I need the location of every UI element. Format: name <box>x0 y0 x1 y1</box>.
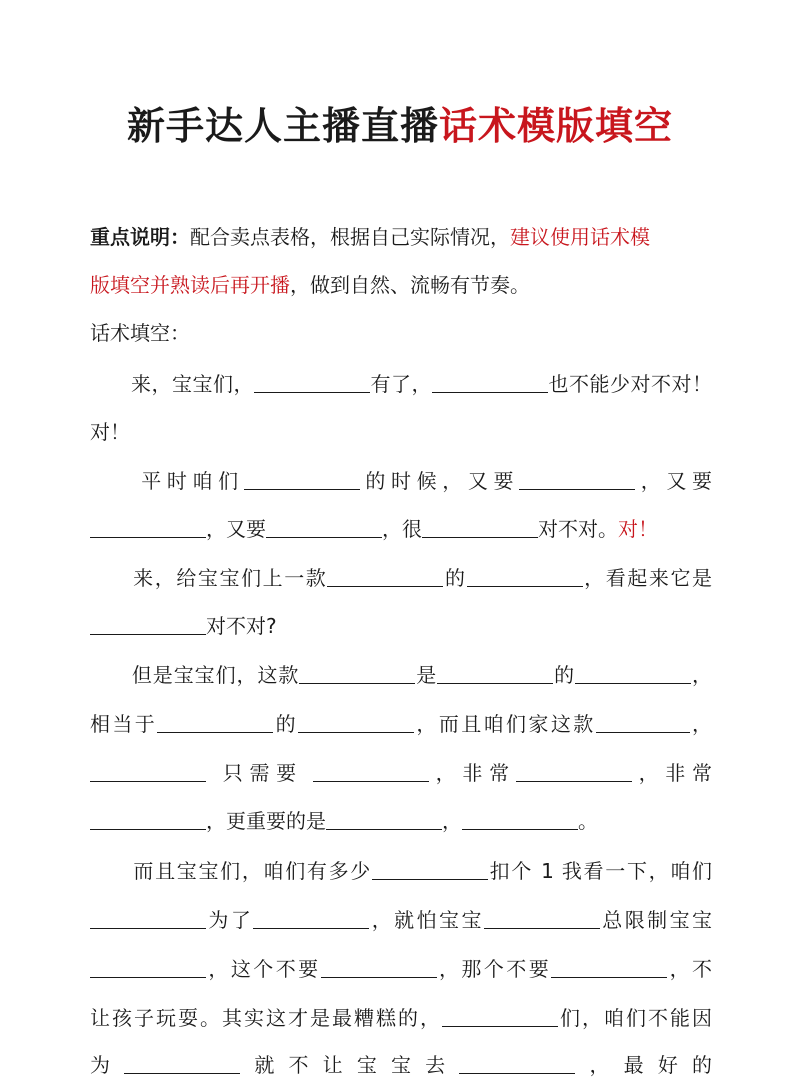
intro-label: 重点说明： <box>90 225 190 249</box>
p5-text-h: ，不 <box>667 957 713 981</box>
p5-text-b: 扣个 1 我看一下，咱们 <box>487 859 713 883</box>
blank-field <box>437 663 553 684</box>
intro-red-1: 建议使用话术模 <box>510 225 650 249</box>
p5-text-g: ，那个不要 <box>436 957 552 981</box>
p4-text-f: 的 <box>273 712 299 736</box>
p4-text-j: ，非常 <box>428 761 516 785</box>
p4-line-1 <box>90 660 712 690</box>
intro-text-2: ，做到自然、流畅有节奏。 <box>290 273 530 297</box>
blank-field <box>253 908 369 929</box>
p5-line-3 <box>90 954 712 984</box>
blank-field <box>244 469 360 490</box>
blank-field <box>519 469 635 490</box>
blank-field <box>516 761 632 782</box>
p5-text-a: 而且宝宝们，咱们有多少 <box>133 859 372 883</box>
p4-text-i: 只需要 <box>216 761 303 785</box>
blank-field <box>90 517 206 538</box>
intro-text-1: 配合卖点表格，根据自己实际情况， <box>190 225 510 249</box>
section-label: 话术填空： <box>90 321 190 345</box>
blank-field <box>90 761 206 782</box>
blank-field <box>313 761 429 782</box>
p5-text-j: 们，咱们不能因 <box>558 1006 712 1030</box>
title-black: 新手达人主播直播 <box>126 104 439 148</box>
blank-field <box>266 517 382 538</box>
intro-red-2: 版填空并熟读后再开播 <box>90 273 290 297</box>
p5-line-5 <box>90 1050 712 1080</box>
p4-line-4 <box>90 806 712 836</box>
p2-text-e: ，很 <box>382 517 422 541</box>
blank-field <box>422 517 538 538</box>
blank-field <box>442 1006 558 1027</box>
p5-text-i: 让孩子玩耍。其实这才是最糟糕的， <box>90 1006 442 1030</box>
p3-line-2 <box>90 611 712 641</box>
p2-text-g: 对！ <box>618 517 658 541</box>
p2-text-d: ，又要 <box>206 517 266 541</box>
blank-field <box>372 859 488 880</box>
p5-line-4 <box>90 1003 712 1033</box>
p2-line-2 <box>90 514 712 544</box>
p4-text-l: ，更重要的是 <box>206 809 326 833</box>
p4-text-e: 相当于 <box>90 712 158 736</box>
blank-field <box>90 809 206 830</box>
p4-text-g: ，而且咱们家这款 <box>414 712 596 736</box>
blank-field <box>432 372 548 393</box>
p5-text-f: ，这个不要 <box>206 957 321 981</box>
blank-field <box>299 663 415 684</box>
p4-text-n: 。 <box>578 809 598 833</box>
p5-text-l: 就不让宝宝去 <box>240 1053 460 1077</box>
blank-field <box>90 957 206 978</box>
blank-field <box>484 908 600 929</box>
p4-line-2 <box>90 709 712 739</box>
p4-text-h: ， <box>689 712 713 736</box>
blank-field <box>326 809 442 830</box>
blank-field <box>596 712 690 733</box>
p3-text-a: 来，给宝宝们上一款 <box>133 566 328 590</box>
blank-field <box>321 957 437 978</box>
p4-text-a: 但是宝宝们，这款 <box>131 663 300 687</box>
p5-text-d: ，就怕宝宝 <box>369 908 484 932</box>
p5-line-1 <box>90 856 712 886</box>
p5-text-e: 总限制宝宝 <box>599 908 713 932</box>
blank-field <box>254 372 370 393</box>
p5-text-k: 为 <box>90 1053 125 1077</box>
p4-text-k: ，非常 <box>631 761 713 785</box>
blank-field <box>551 957 667 978</box>
p1-text-a: 来，宝宝们， <box>131 372 254 396</box>
p2-line-1 <box>90 466 712 496</box>
p2-text-a: 平时咱们 <box>141 469 244 493</box>
title-red: 话术模版填空 <box>439 104 674 148</box>
p4-line-3 <box>90 758 712 788</box>
p1-line-2: 对！ <box>90 420 130 444</box>
blank-field <box>459 1053 575 1074</box>
blank-field <box>327 566 443 587</box>
p3-text-b: 的 <box>443 566 467 590</box>
blank-field <box>90 908 206 929</box>
blank-field <box>124 1053 240 1074</box>
p3-text-c: ，看起来它是 <box>582 566 713 590</box>
p4-text-c: 的 <box>553 663 576 687</box>
intro-line-1 <box>90 222 712 252</box>
p3-text-d: 对不对? <box>206 614 277 638</box>
blank-field <box>90 614 206 635</box>
blank-field <box>467 566 583 587</box>
p1-line-1 <box>90 369 712 399</box>
blank-field <box>157 712 273 733</box>
p2-text-f: 对不对。 <box>538 517 618 541</box>
p3-line-1 <box>90 563 712 593</box>
p2-text-b: 的时候，又要 <box>359 469 520 493</box>
p5-text-c: 为了 <box>206 908 254 932</box>
p1-text-c: 也不能少对不对！ <box>548 372 712 396</box>
p4-text-b: 是 <box>415 663 438 687</box>
p5-text-m: ，最好的 <box>575 1053 713 1077</box>
intro-line-2 <box>90 270 712 300</box>
p5-line-2 <box>90 905 712 935</box>
p2-text-c: ，又要 <box>635 469 712 493</box>
blank-field <box>298 712 414 733</box>
p4-text-d: ， <box>691 663 713 687</box>
blank-field <box>575 663 691 684</box>
page-title <box>0 96 800 156</box>
p4-text-m: ， <box>442 809 462 833</box>
blank-field <box>462 809 578 830</box>
p1-text-b: 有了， <box>370 372 432 396</box>
